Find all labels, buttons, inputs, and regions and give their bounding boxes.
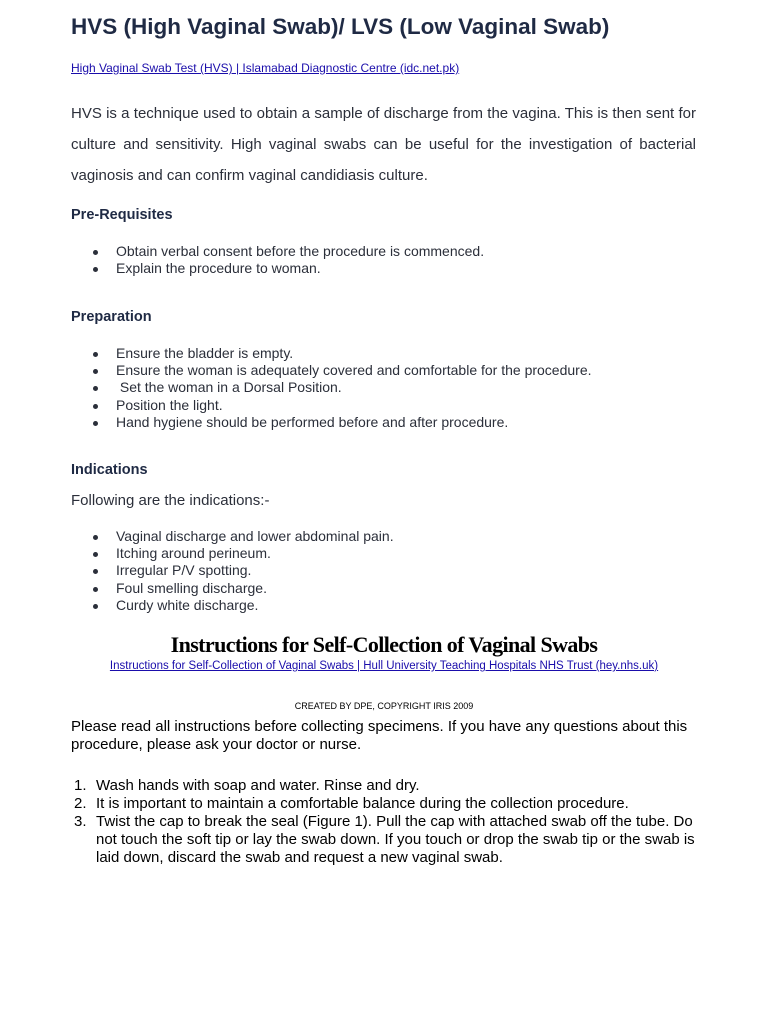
step-number: 3. <box>74 813 87 830</box>
list-item: Ensure the woman is adequately covered and comfortable for the procedure. <box>71 362 592 379</box>
list-item: Curdy white discharge. <box>71 597 394 614</box>
step-text: Twist the cap to break the seal (Figure 1). Pull the cap with attached swab off the tube. Do not touch the soft tip or lay the swab down. If you touch or drop the swab tip or the swab is laid down, discard the swab and request a new vaginal swab. <box>96 813 695 866</box>
indications-heading: Indications <box>71 462 148 478</box>
list-item: Position the light. <box>71 397 592 414</box>
source-link[interactable]: High Vaginal Swab Test (HVS) | Islamabad Diagnostic Centre (idc.net.pk) <box>71 61 460 75</box>
step-number: 1. <box>74 777 87 794</box>
prerequisites-list <box>71 243 484 277</box>
list-item: Foul smelling discharge. <box>71 580 394 597</box>
step-item <box>71 777 697 795</box>
step-number: 2. <box>74 795 87 812</box>
list-item: Explain the procedure to woman. <box>71 260 484 277</box>
prerequisites-heading: Pre-Requisites <box>71 207 173 223</box>
step-text: It is important to maintain a comfortable balance during the collection procedure. <box>96 795 629 812</box>
instruction-steps <box>71 777 697 867</box>
indications-lead: Following are the indications:- <box>71 492 270 509</box>
list-item: Set the woman in a Dorsal Position. <box>71 379 592 396</box>
list-item: Vaginal discharge and lower abdominal pain. <box>71 528 394 545</box>
list-item: Hand hygiene should be performed before and after procedure. <box>71 414 592 431</box>
intro-paragraph: HVS is a technique used to obtain a sample of discharge from the vagina. This is then sent for culture and sensitivity. High vaginal swabs can be useful for the investigation of bacterial vaginosis and can confirm vaginal candidiasis culture. <box>71 105 696 184</box>
list-item: Obtain verbal consent before the procedure is commenced. <box>71 243 484 260</box>
step-item <box>71 813 697 867</box>
step-text: Wash hands with soap and water. Rinse and dry. <box>96 777 420 794</box>
instructions-intro: Please read all instructions before collecting specimens. If you have any questions about this procedure, please ask your doctor or nurse. <box>71 718 688 753</box>
preparation-heading: Preparation <box>71 309 152 325</box>
copyright-credit: CREATED BY DPE, COPYRIGHT IRIS 2009 <box>294 701 474 711</box>
list-item: Itching around perineum. <box>71 545 394 562</box>
preparation-list <box>71 345 592 431</box>
indications-list <box>71 528 394 614</box>
instructions-source-link[interactable]: Instructions for Self-Collection of Vaginal Swabs | Hull University Teaching Hospitals NHS Trust (hey.nhs.uk) <box>109 660 659 672</box>
document-title: HVS (High Vaginal Swab)/ LVS (Low Vaginal Swab) <box>71 14 610 39</box>
instructions-title: Instructions for Self-Collection of Vaginal Swabs <box>170 632 598 657</box>
list-item: Irregular P/V spotting. <box>71 562 394 579</box>
list-item: Ensure the bladder is empty. <box>71 345 592 362</box>
step-item <box>71 795 697 813</box>
